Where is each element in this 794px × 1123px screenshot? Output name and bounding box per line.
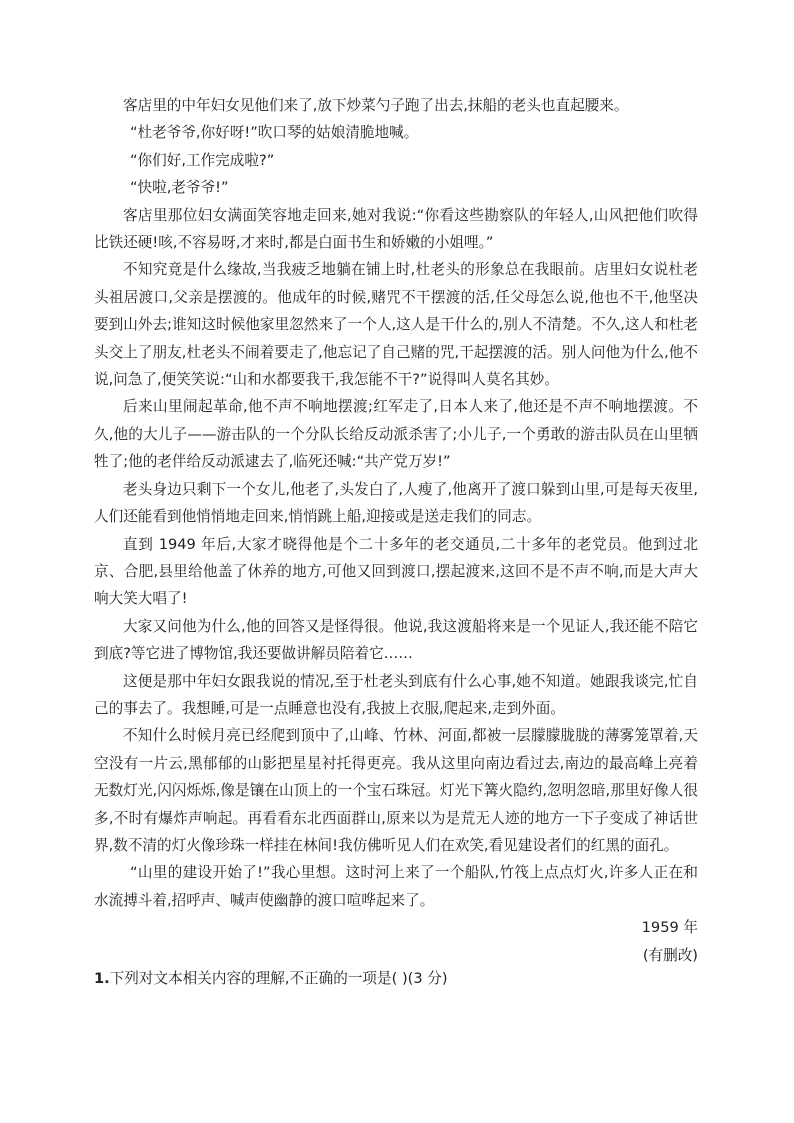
paragraph: 不知究竟是什么缘故,当我疲乏地躺在铺上时,杜老头的形象总在我眼前。店里妇女说杜老头祖居渡口,父亲是摆渡的。他成年的时候,赌咒不干摆渡的活,任父母怎么说,他也不干,他坚决要到山外去;谁知这时候他家里忽然来了一个人,这人是干什么的,别人不清楚。不久,这人和杜老头交上了朋友,杜老头不闹着要走了,他忘记了自己赌的咒,干起摆渡的活。别人问他为什么,他不说,问急了,便笑笑说:“山和水都要我干,我怎能不干?”说得叫人莫名其妙。 <box>94 261 698 389</box>
paragraph: 直到 1949 年后,大家才晓得他是个二十多年的老交通员,二十多年的老党员。他到过北京、合肥,县里给他盖了休养的地方,可他又回到渡口,摆起渡来,这回不是不声不响,而是大声大响大笑大唱了! <box>94 535 698 608</box>
question-1 <box>94 965 698 992</box>
paragraph: 大家又问他为什么,他的回答又是怪得很。他说,我这渡船将来是一个见证人,我还能不陪它到底?等它进了博物馆,我还要做讲解员陪着它…… <box>94 617 698 663</box>
article-year: 1959 年 <box>641 919 698 937</box>
paragraph: 老头身边只剩下一个女儿,他老了,头发白了,人瘦了,他离开了渡口躲到山里,可是每天夜里,人们还能看到他悄悄地走回来,悄悄跳上船,迎接或是送走我们的同志。 <box>94 480 698 526</box>
paragraph: 客店里那位妇女满面笑容地走回来,她对我说:“你看这些勘察队的年轻人,山风把他们吹得比铁还硬!咳,不容易呀,才来时,都是白面书生和娇嫩的小姐哩。” <box>94 206 698 252</box>
article-note: (有删改) <box>642 946 698 964</box>
paragraph: “快啦,老爷爷!” <box>130 179 229 197</box>
paragraph: “杜老爷爷,你好呀!”吹口琴的姑娘清脆地喊。 <box>130 124 419 142</box>
paragraph: 客店里的中年妇女见他们来了,放下炒菜勺子跑了出去,抹船的老头也直起腰来。 <box>123 97 629 114</box>
paragraph: “你们好,工作完成啦?” <box>130 151 275 169</box>
article-body <box>94 92 698 969</box>
paragraph: 这便是那中年妇女跟我说的情况,至于杜老头到底有什么心事,她不知道。她跟我谈完,忙自己的事去了。我想睡,可是一点睡意也没有,我披上衣服,爬起来,走到外面。 <box>94 672 698 717</box>
question-number: 1. <box>94 970 110 987</box>
paragraph: 后来山里闹起革命,他不声不响地摆渡;红军走了,日本人来了,他还是不声不响地摆渡。不久,他的大儿子——游击队的一个分队长给反动派杀害了;小儿子,一个勇敢的游击队员在山里牺牲了;他的老伴给反动派逮去了,临死还喊:“共产党万岁!” <box>94 398 698 471</box>
paragraph: 不知什么时候月亮已经爬到顶中了,山峰、竹林、河面,都被一层朦朦胧胧的薄雾笼罩着,天空没有一片云,黑郁郁的山影把星星衬托得更亮。我从这里向南边看过去,南边的最高峰上亮着无数灯光,闪闪烁烁,像是镶在山顶上的一个宝石珠冠。灯光下篝火隐约,忽明忽暗,那里好像人很多,不时有爆炸声响起。再看看东北西面群山,原来以为是荒无人迹的地方一下子变成了神话世界,数不清的灯火像珍珠一样挂在林间!我仿佛听见人们在欢笑,看见建设者们的红黑的面孔。 <box>94 727 698 854</box>
question-text: 下列对文本相关内容的理解,不正确的一项是( )(3 分) <box>109 970 448 987</box>
paragraph: “山里的建设开始了!”我心里想。这时河上来了一个船队,竹筏上点点灯火,许多人正在和水流搏斗着,招呼声、喊声使幽静的渡口喧哗起来了。 <box>94 864 698 909</box>
